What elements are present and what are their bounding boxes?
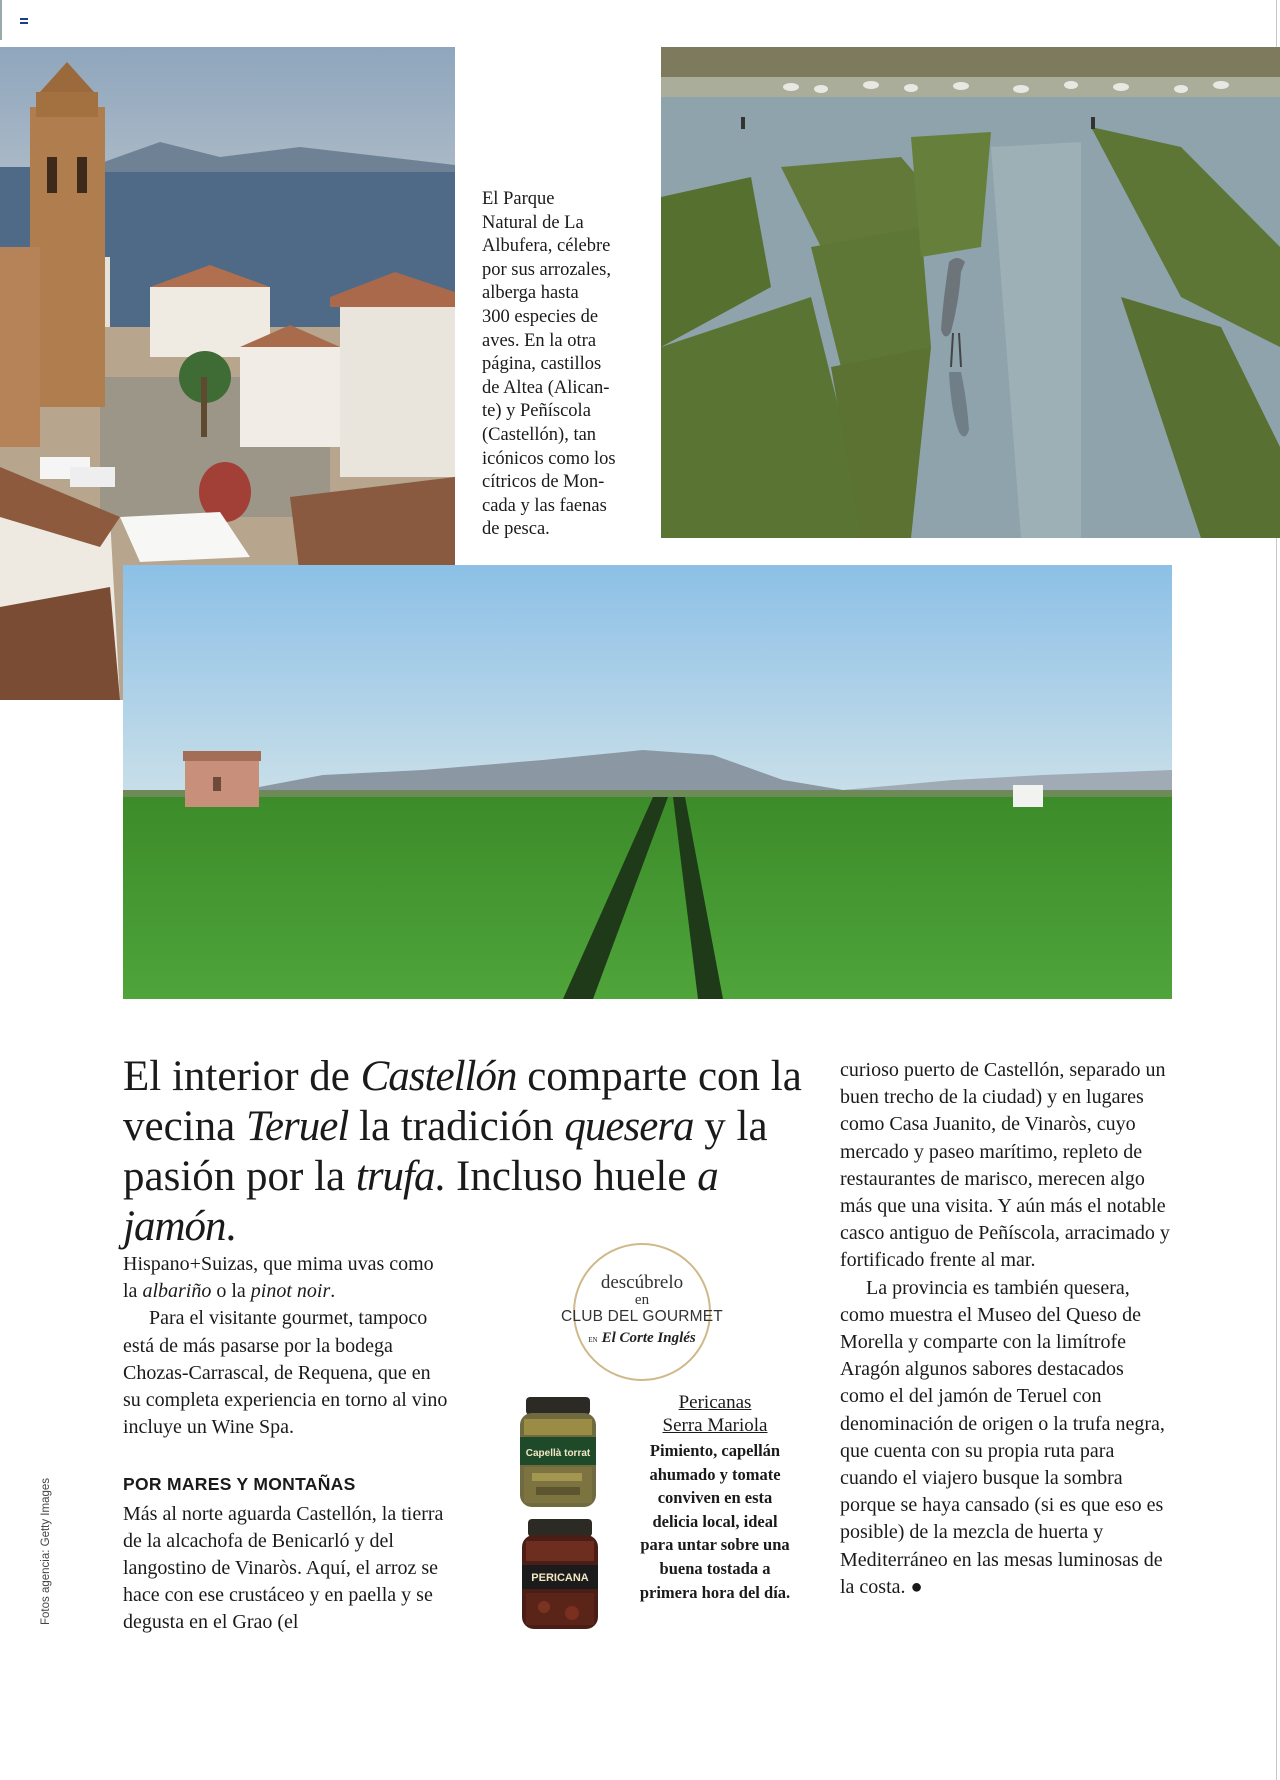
jar-illustration — [512, 1395, 604, 1510]
section-subhead: POR MARES Y MONTAÑAS — [123, 1474, 356, 1495]
jar-pericana — [514, 1517, 606, 1632]
end-mark: ● — [910, 1575, 923, 1598]
product-title — [635, 1391, 795, 1437]
badge-small: EN — [588, 1336, 598, 1344]
product-description: Pimiento, capellán ahumado y tomate conviven en esta delicia local, ideal para untar sobre una buena tostada a primera hora del día. — [639, 1441, 791, 1602]
body-text: o la — [211, 1280, 251, 1303]
photo-credit: Fotos agencia: Getty Images — [40, 1477, 52, 1625]
club-del-gourmet-badge — [561, 1243, 723, 1381]
caption-line: Natural de La — [482, 212, 584, 233]
pull-quote-emphasis: quesera — [564, 1103, 694, 1150]
caption-line: de pesca. — [482, 519, 550, 540]
caption-line: cada y las faenas — [482, 495, 607, 516]
body-paragraph: Para el visitante gourmet, tampoco está de más pasarse por la bodega Chozas-Carrascal, de Requena, que en su completa experiencia en torno al vino incluye un Wine Spa. — [123, 1307, 448, 1439]
jar-illustration — [514, 1517, 606, 1632]
jar-label: PERICANA — [531, 1572, 589, 1584]
badge-line: descúbrelo — [600, 1272, 684, 1293]
jar-label: Capellà torrat — [525, 1448, 591, 1459]
pull-quote-emphasis: a jamón — [123, 1153, 718, 1250]
product-title-line: Serra Mariola — [662, 1415, 768, 1436]
pull-quote-text: . — [225, 1203, 237, 1250]
grape-variety: pinot noir — [250, 1280, 331, 1303]
caption-line: alberga hasta — [482, 283, 579, 304]
grape-variety: albariño — [142, 1280, 212, 1303]
pull-quote-emphasis: trufa — [355, 1153, 435, 1200]
badge-line: en — [634, 1292, 650, 1308]
left-column — [123, 1251, 453, 1637]
ricefields-photo — [123, 565, 1172, 999]
caption-line: cítricos de Mon- — [482, 472, 605, 493]
caption-line: icónicos como los — [482, 448, 616, 469]
caption-line: te) y Peñíscola — [482, 401, 591, 422]
pull-quote-text: . Incluso huele — [434, 1153, 698, 1200]
caption-line: aves. En la otra — [482, 330, 597, 351]
page-edge-left — [0, 0, 2, 40]
caption-line: (Castellón), tan — [482, 424, 597, 445]
body-text: La provincia es también quesera, como muestra el Museo del Queso de Morella y comparte con la limítrofe Aragón algunos sabores destacados como el del jamón de Teruel con denominación de origen o la trufa negra, que cuenta con su propia ruta para cuando el viajero busque la sombra porque se haya cansado (si es que eso es posible) de la mezcla de huerta y Mediterráneo en las mesas luminosas de la costa. — [840, 1276, 1165, 1598]
caption-line: por sus arrozales, — [482, 259, 611, 280]
menu-icon — [20, 18, 28, 20]
pull-quote-emphasis: Teruel — [245, 1103, 349, 1150]
el-corte-ingles-logo — [575, 1330, 709, 1347]
caption-line: de Altea (Alican- — [482, 377, 610, 398]
photo-caption — [482, 188, 640, 542]
badge-brand: CLUB DEL GOURMET — [561, 1308, 723, 1325]
jar-capella-torrat — [512, 1395, 604, 1510]
product-title-line: Pericanas — [678, 1392, 752, 1413]
pull-quote-text: la tradición — [348, 1103, 565, 1150]
body-text: . — [330, 1280, 336, 1303]
caption-line: 300 especies de — [482, 306, 599, 327]
ricefields-illustration — [123, 565, 1172, 999]
pull-quote-text: comparte con la vecina — [123, 1053, 802, 1150]
albufera-photo — [661, 47, 1280, 538]
pull-quote-emphasis: Castellón — [360, 1053, 517, 1100]
badge-logo-text: El Corte Inglés — [601, 1330, 696, 1346]
pull-quote-text: El interior de — [123, 1053, 361, 1100]
caption-line: El Parque — [482, 189, 555, 209]
caption-line: Albufera, célebre — [482, 236, 611, 257]
body-paragraph — [840, 1275, 1173, 1601]
caption-line: página, castillos — [482, 354, 602, 375]
pull-quote-text: y la pasión por la — [123, 1103, 768, 1200]
pull-quote — [123, 1052, 823, 1252]
body-text: Hispano+Suizas, que mima uvas como la — [123, 1253, 434, 1303]
right-column — [840, 1057, 1173, 1601]
body-paragraph: curioso puerto de Castellón, separado un buen trecho de la ciudad) y en lugares como Casa Juanito, de Vinaròs, cuyo mercado y paseo marítimo, repleto de restaurantes de marisco, merecen algo más que una visita. Y aún más el notable casco antiguo de Peñíscola, arracimado y fortificado frente al mar. — [840, 1059, 1170, 1272]
albufera-illustration — [661, 47, 1280, 538]
body-paragraph — [123, 1251, 453, 1305]
body-paragraph: Más al norte aguarda Castellón, la tierra de la alcachofa de Benicarló y del langostino de Vinaròs. Aquí, el arroz se hace con ese crustáceo y en paella y se degusta en el Grao (el — [123, 1502, 444, 1634]
